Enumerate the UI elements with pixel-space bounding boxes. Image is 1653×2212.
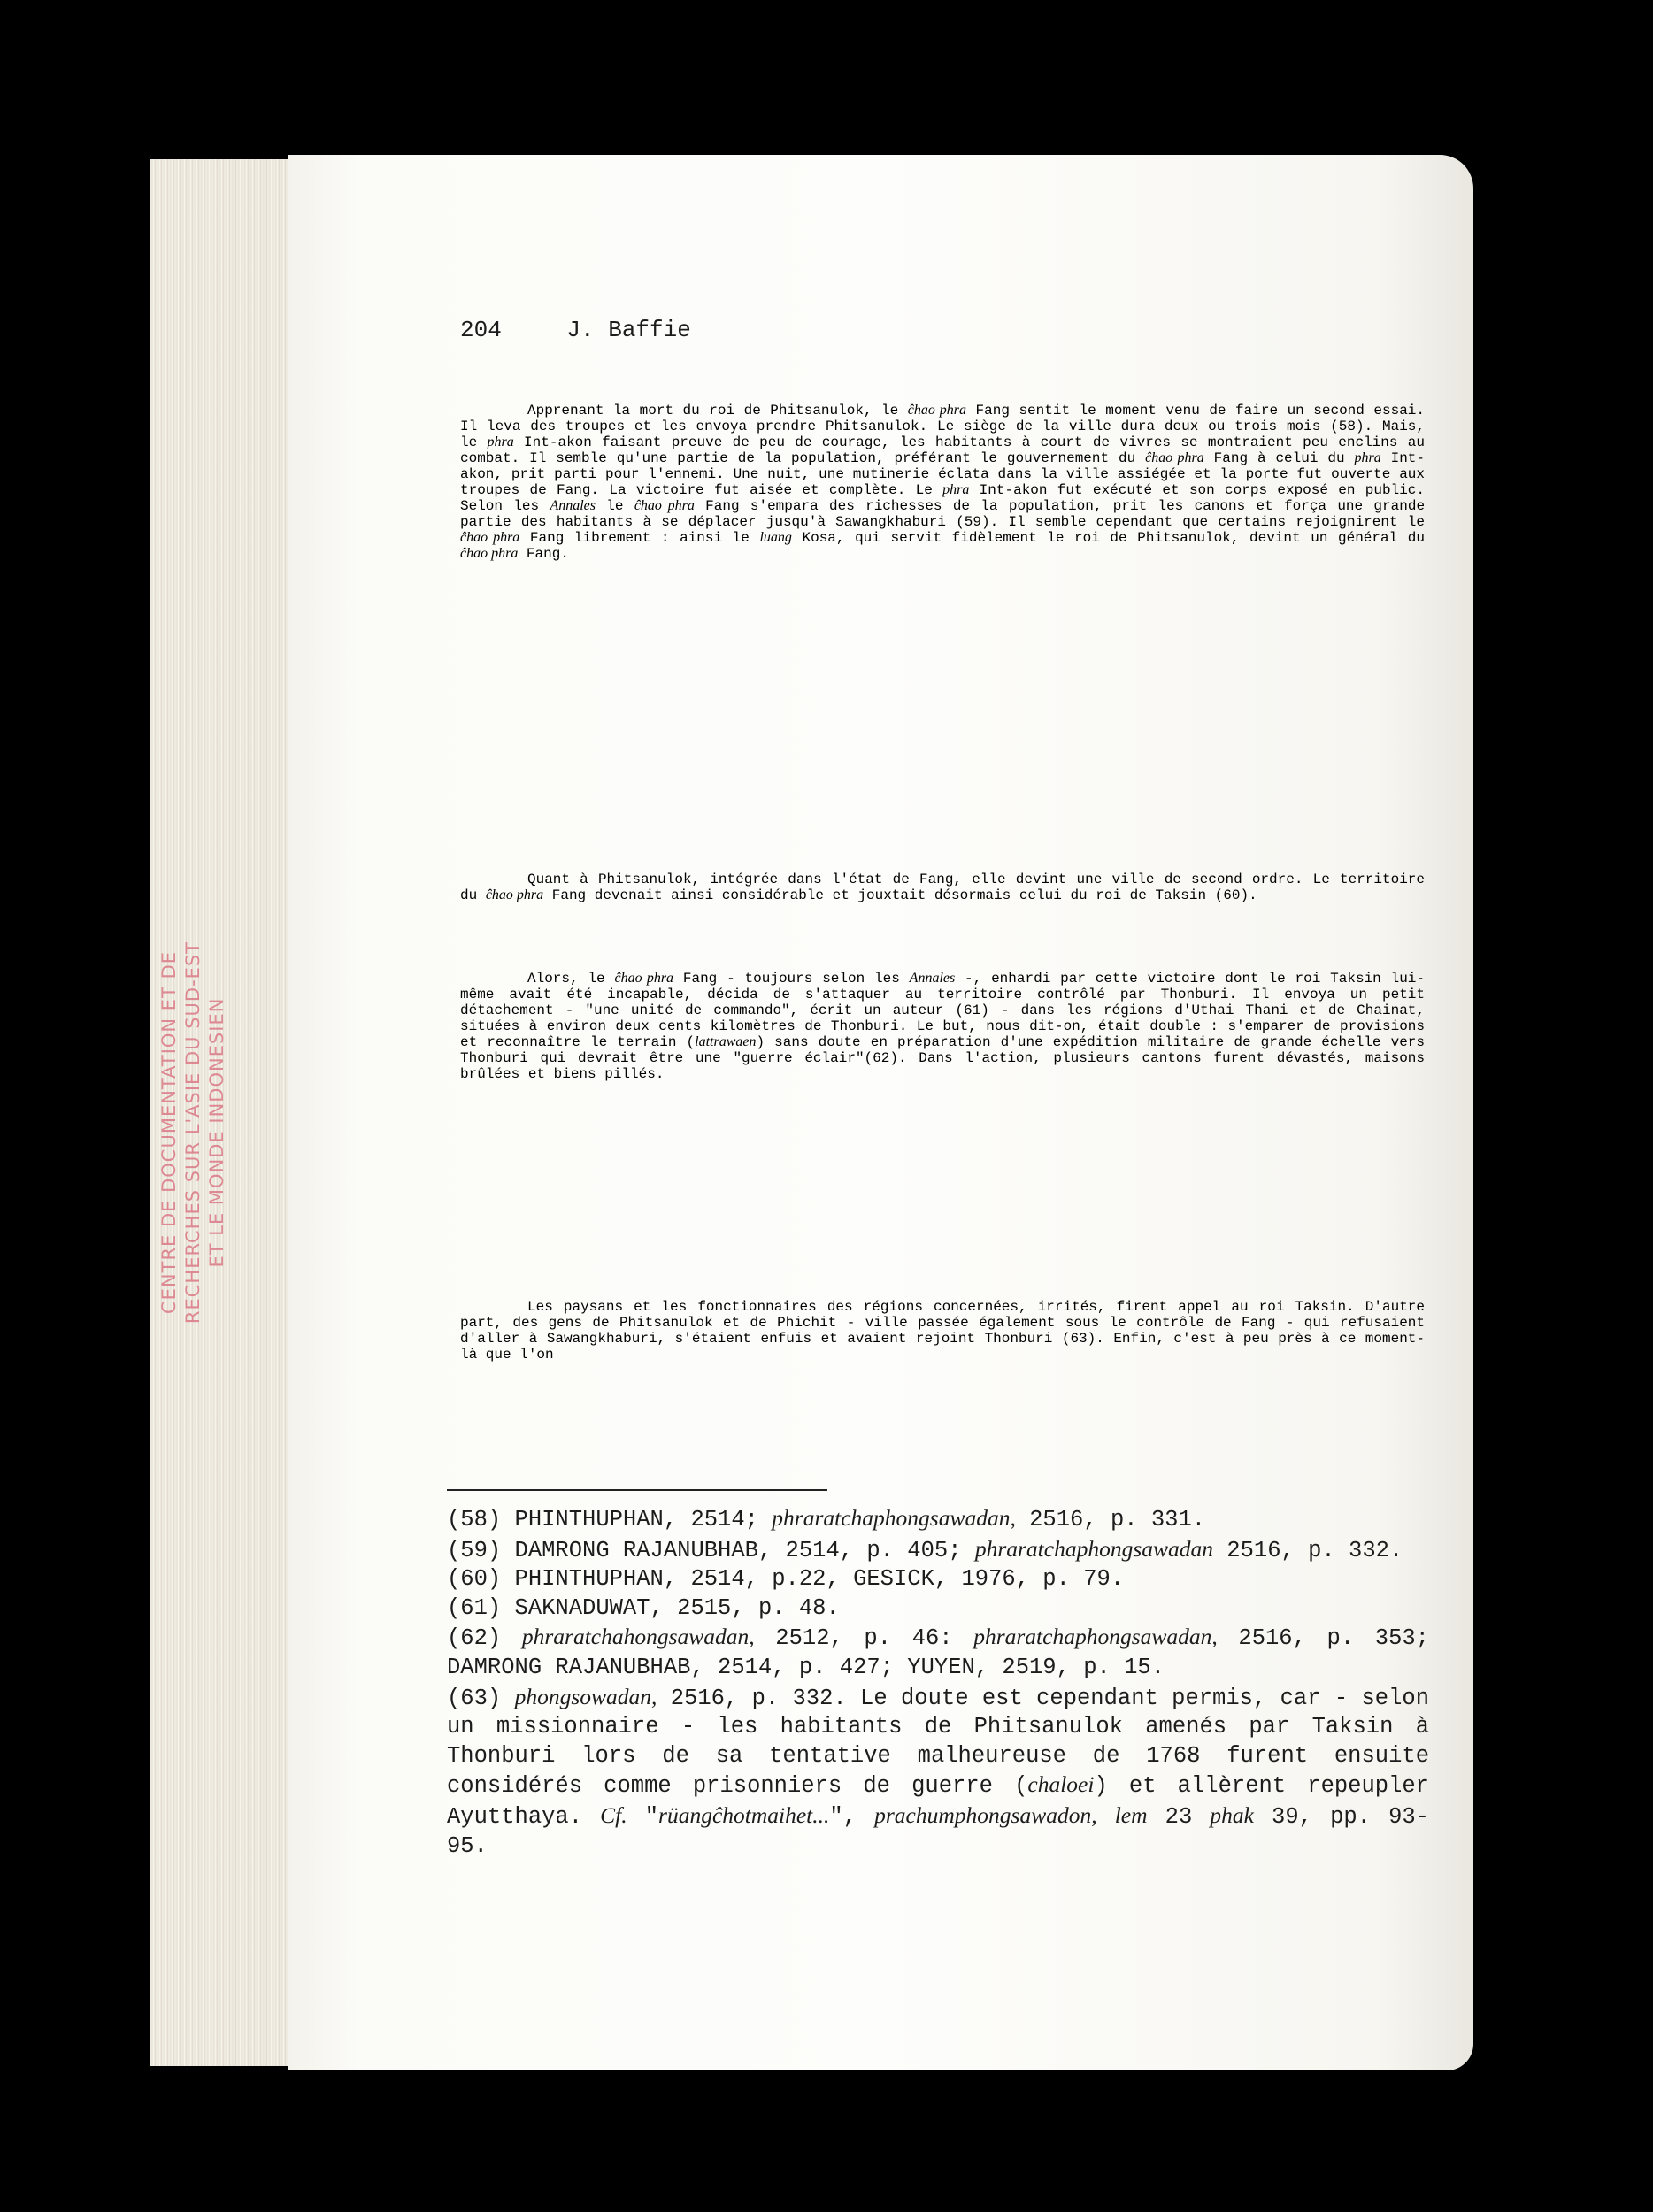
italic-term: phongsowadan,	[514, 1683, 657, 1709]
footnotes	[447, 1504, 1429, 1861]
italic-term: ĉhao phra	[460, 546, 519, 561]
text-run: le	[595, 498, 634, 514]
footnote-separator	[447, 1489, 827, 1491]
text-run: (60) PHINTHUPHAN, 2514, p.22, GESICK, 1976, p. 79.	[447, 1566, 1125, 1593]
italic-term: phra	[487, 434, 514, 449]
text-run: 2516, p. 332. Le doute est cependant permis, car - selon un missionnaire - les habitants de Phitsanulok amenés par Taksin à Thonburi lors de sa tentative malheureuse de 1768 furent ensuite considérés comme prisonniers de guerre (	[447, 1685, 1430, 1800]
paragraph-4	[460, 1299, 1425, 1363]
footnote-62	[447, 1623, 1429, 1682]
italic-term: phraratchaphongsawadan,	[973, 1624, 1218, 1650]
stamp-line-3: ET LE MONDE INDONESIEN	[206, 997, 227, 1268]
text-run: Fang librement : ainsi le	[519, 530, 760, 546]
text-run: 39, pp. 93-95.	[447, 1803, 1429, 1859]
text-run: "	[627, 1803, 659, 1830]
text-run: Quant à Phitsanulok, intégrée dans l'état de Fang, elle devint une ville de second ordre. Le territoire du	[460, 872, 1425, 903]
italic-term: phraratchaphongsawadan	[974, 1535, 1213, 1562]
italic-term: ĉhao phra	[614, 971, 674, 986]
text-run: Alors, le	[527, 971, 615, 987]
italic-term: rüangĉhotmaihet...	[658, 1801, 830, 1828]
text-run: (58) PHINTHUPHAN, 2514;	[447, 1507, 773, 1532]
footnote-58	[447, 1504, 1429, 1535]
text-run: Apprenant la mort du roi de Phitsanulok, le	[527, 403, 908, 419]
italic-term: ĉhao phra	[460, 530, 520, 545]
italic-term: Annales	[909, 971, 956, 986]
text-run: Int-akon, prit parti pour l'ennemi. Une nuit, une mutinerie éclata dans la ville assiégée et la porte fut ouverte aux troupes de Fang. La victoire fut aisée et complète. Le	[460, 450, 1426, 498]
text-run: 23	[1147, 1803, 1211, 1830]
text-run: ",	[829, 1803, 875, 1830]
paragraph-3	[460, 971, 1425, 1082]
text-run: Fang devenait ainsi considérable et jouxtait désormais celui du roi de Taksin (60).	[543, 887, 1257, 903]
paragraph-1	[460, 403, 1425, 562]
text-run: Int-akon faisant preuve de peu de courage, les habitants à court de vivres se montraient peu enclins au combat. Il semble qu'une partie de la population, préférant le gouvernement du	[460, 434, 1425, 466]
italic-term: phak	[1210, 1801, 1254, 1828]
italic-term: chaloei	[1027, 1771, 1095, 1798]
text-run: Kosa, qui servit fidèlement le roi de Phitsanulok, devint un général du	[791, 530, 1426, 546]
italic-term: luang	[759, 530, 792, 545]
text-run: (61) SAKNADUWAT, 2515, p. 48.	[447, 1594, 840, 1621]
stamp-line-2: RECHERCHES SUR L'ASIE DU SUD-EST	[182, 941, 204, 1325]
italic-term: prachumphongsawadon,	[874, 1801, 1097, 1828]
italic-term: Annales	[550, 498, 596, 513]
text-run: Fang - toujours selon les	[673, 971, 910, 987]
page-number: 204	[460, 317, 502, 343]
text-run: (62)	[447, 1625, 522, 1652]
italic-term: phra	[942, 482, 970, 497]
text-run: Fang sentit le moment venu de faire un second essai. Il leva des troupes et les envoya prendre Phitsanulok. Le siège de la ville dura deux ou trois mois (58). Mais, le	[460, 403, 1426, 450]
italic-term: lem	[1114, 1801, 1148, 1828]
italic-term: ĉhao phra	[485, 887, 544, 902]
italic-term: phra	[1354, 450, 1381, 465]
text-run: Les paysans et les fonctionnaires des régions concernées, irrités, firent appel au roi Taksin. D'autre part, des gens de Phitsanulok et de Phichit - ville passée également sous le contrôle de Fang - qui refusaient d'aller à Sawangkhaburi, s'étaient enfuis et avaient rejoint Thonburi (63). Enfin, c'est à peu près à ce moment-là que l'on	[460, 1299, 1425, 1363]
footnote-60	[447, 1565, 1429, 1594]
footnote-61	[447, 1594, 1429, 1624]
text-run: Fang à celui du	[1203, 450, 1355, 466]
text-run: ) et allèrent repeupler Ayutthaya.	[447, 1773, 1429, 1830]
italic-term: ĉhao phra	[1145, 450, 1204, 465]
italic-term: phraratchahongsawadan,	[521, 1624, 755, 1650]
italic-term: Cf.	[600, 1801, 627, 1828]
text-run: Fang.	[518, 546, 569, 562]
text-run: 2516, p. 332.	[1213, 1537, 1403, 1563]
footnote-59	[447, 1535, 1429, 1566]
text-run: ) sans doute en préparation d'une expédition militaire de grande échelle vers Thonburi qui devrait être une "guerre éclair"(62). Dans l'action, plusieurs cantons furent dévastés, maisons brûlées et biens pillés.	[460, 1034, 1425, 1082]
italic-term: lattrawaen	[695, 1034, 757, 1049]
italic-term: ĉhao phra	[634, 498, 695, 513]
text-run: 2516, p. 331.	[1015, 1507, 1206, 1532]
text-run: Fang s'empara des richesses de la population, prit les canons et força une grande partie des habitants à se déplacer jusqu'à Sawangkhaburi (59). Il semble cependant que certains rejoignirent le	[460, 498, 1426, 530]
author-name: J. Baffie	[566, 317, 691, 343]
text-run: 2516, p. 353; DAMRONG RAJANUBHAB, 2514, p. 427; YUYEN, 2519, p. 15.	[447, 1625, 1429, 1680]
italic-term: ĉhao phra	[907, 403, 967, 418]
running-header	[460, 317, 691, 343]
italic-term: phraratchaphongsawadan,	[772, 1505, 1016, 1531]
footnote-63	[447, 1683, 1429, 1862]
text-run: 2512, p. 46:	[754, 1625, 974, 1652]
text-run	[1097, 1804, 1115, 1830]
text-run: (59) DAMRONG RAJANUBHAB, 2514, p. 405;	[447, 1537, 975, 1563]
text-run: -, enhardi par cette victoire dont le roi Taksin lui-même avait été incapable, décida de s'attaquer au territoire contrôlé par Thonburi. Il envoya un petit détachement - "une unité de commando", écrit un auteur (61) - dans les régions d'Uthai Thani et de Chainat, situées à environ deux cents kilomètres de Thonburi. Le but, nous dit-on, était double : s'emparer de provisions et reconnaître le terrain (	[460, 971, 1426, 1050]
text-run: Int-akon fut exécuté et son corps exposé en public. Selon les	[460, 482, 1425, 514]
paragraph-2	[460, 872, 1425, 903]
stamp-line-1: CENTRE DE DOCUMENTATION ET DE	[158, 950, 180, 1315]
text-run: (63)	[447, 1685, 515, 1711]
